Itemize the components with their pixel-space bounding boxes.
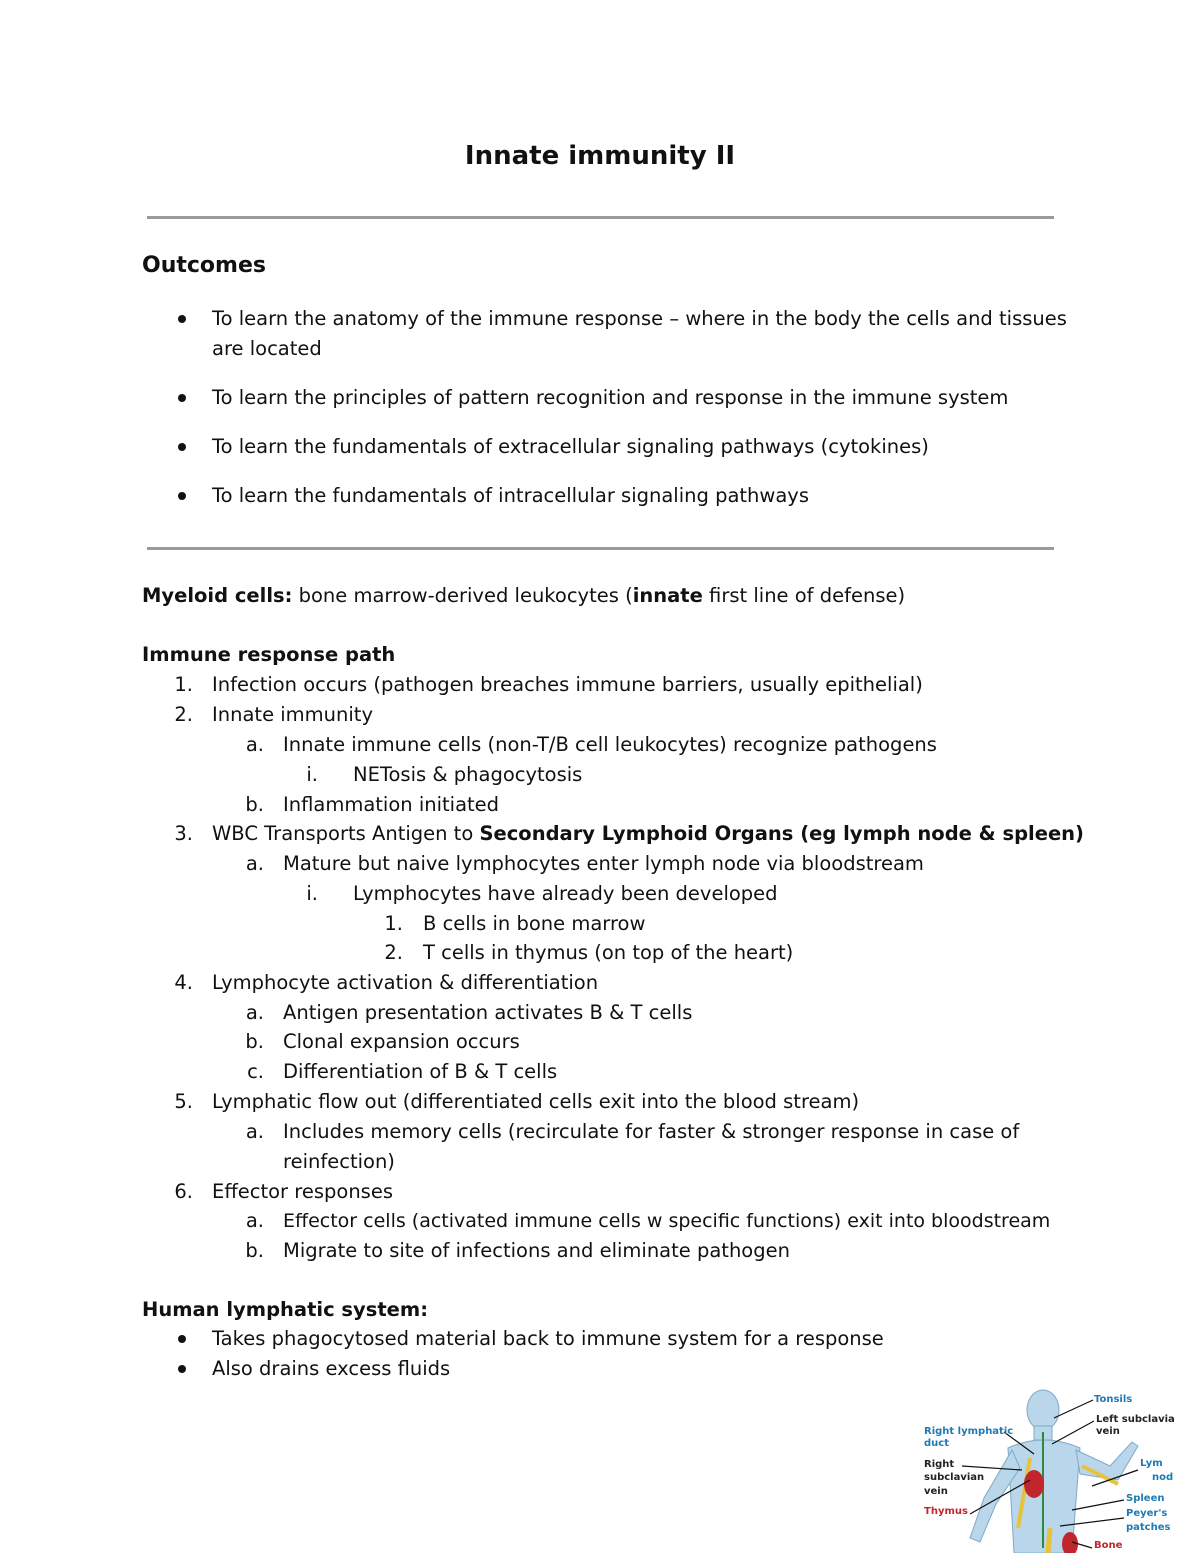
bullet-icon [178,394,186,402]
figure-label: Lym [1140,1458,1163,1469]
bullet-icon [178,492,186,500]
list-item: Lymphocytes have already been developed [353,882,778,905]
list-item: B cells in bone marrow [423,912,646,935]
list-marker: 5. [174,1090,193,1113]
page-title: Innate immunity II [464,141,736,171]
list-item: Differentiation of B & T cells [283,1060,558,1083]
list-marker: a. [245,1209,264,1232]
list-item: Antigen presentation activates B & T cells [283,1001,693,1024]
figure-label: Spleen [1126,1493,1165,1504]
list-marker: a. [245,1120,264,1143]
list-marker: 3. [174,822,193,845]
list-marker: 1. [384,912,403,935]
figure-label: Left subclavia [1096,1414,1175,1425]
myeloid-bold: innate [632,584,703,607]
bullet-icon [178,443,186,451]
list-item: Migrate to site of infections and eliminate pathogen [283,1239,790,1262]
list-item: are located [212,337,322,360]
list-item: To learn the principles of pattern recognition and response in the immune system [212,386,1009,409]
list-marker: i. [306,882,318,905]
list-item [212,822,1084,846]
myeloid-text: first line of defense) [702,584,906,607]
list-item: Includes memory cells (recirculate for faster & stronger response in case of [283,1120,1020,1143]
divider-top [147,216,1054,219]
list-marker: b. [245,1239,264,1262]
list-item: Mature but naive lymphocytes enter lymph node via bloodstream [283,852,924,875]
list-item: Innate immune cells (non-T/B cell leukocytes) recognize pathogens [283,733,937,756]
list-item: Inflammation initiated [283,793,500,816]
list-item: Lymphatic flow out (differentiated cells exit into the blood stream) [212,1090,860,1113]
figure-label: patches [1126,1522,1171,1533]
list-marker: a. [245,733,264,756]
list-marker: a. [245,1001,264,1024]
list-marker: 6. [174,1180,193,1203]
list-item: Also drains excess fluids [212,1357,451,1380]
figure-label: Thymus [924,1506,968,1517]
outcomes-heading: Outcomes [142,253,266,278]
list-marker: c. [247,1060,264,1083]
list-item: To learn the anatomy of the immune response – where in the body the cells and tissues [212,307,1067,330]
figure-label: vein [1096,1426,1120,1437]
figure-label: Right [924,1459,955,1470]
list-marker: i. [306,763,318,786]
figure-label: Right lymphatic [924,1426,1014,1437]
immune-response-heading: Immune response path [142,643,396,666]
lymphatic-system-figure [922,1388,1200,1553]
list-marker: 4. [174,971,193,994]
figure-label: Tonsils [1094,1394,1133,1405]
figure-label: Peyer's [1126,1508,1168,1519]
list-item: To learn the fundamentals of intracellular signaling pathways [212,484,809,507]
list-marker: 2. [384,941,403,964]
list-item: Takes phagocytosed material back to immune system for a response [212,1327,884,1350]
list-item: Clonal expansion occurs [283,1030,520,1053]
bullet-icon [178,1365,186,1373]
list-item-text: WBC Transports Antigen to [212,822,480,845]
list-item: To learn the fundamentals of extracellular signaling pathways (cytokines) [212,435,929,458]
list-marker: b. [245,1030,264,1053]
bullet-icon [178,315,186,323]
divider-middle [147,547,1054,550]
list-item: reinfection) [283,1150,395,1173]
myeloid-cells-definition [142,584,905,608]
list-item: T cells in thymus (on top of the heart) [423,941,794,964]
bullet-icon [178,1335,186,1343]
list-item: Infection occurs (pathogen breaches immune barriers, usually epithelial) [212,673,923,696]
list-marker: 2. [174,703,193,726]
figure-label: subclavian [924,1472,985,1483]
lymphatic-heading: Human lymphatic system: [142,1298,429,1321]
figure-label: duct [924,1438,949,1449]
list-item: Effector responses [212,1180,393,1203]
list-marker: 1. [174,673,193,696]
figure-label: vein [924,1486,948,1497]
list-item: Lymphocyte activation & differentiation [212,971,599,994]
myeloid-label: Myeloid cells: [142,584,293,607]
myeloid-text: bone marrow-derived leukocytes ( [292,584,633,607]
figure-label: nod [1152,1472,1174,1483]
list-item-bold: Secondary Lymphoid Organs (eg lymph node & spleen) [479,822,1084,845]
list-marker: a. [245,852,264,875]
list-item: NETosis & phagocytosis [353,763,583,786]
figure-label: Bone [1094,1540,1123,1551]
list-item: Innate immunity [212,703,373,726]
list-marker: b. [245,793,264,816]
list-item: Effector cells (activated immune cells w specific functions) exit into bloodstream [283,1210,1051,1232]
